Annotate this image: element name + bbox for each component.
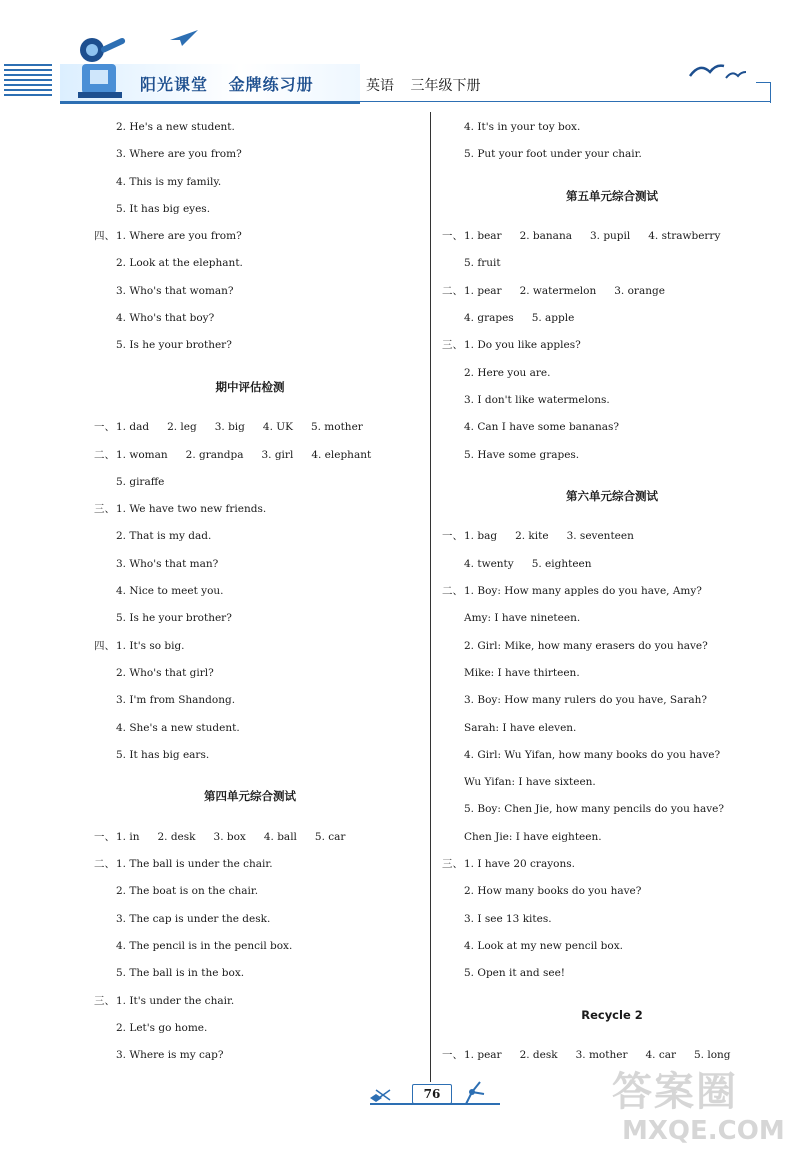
answer-item: 2. desk <box>157 830 196 843</box>
answer-line <box>94 169 424 196</box>
question-marker: 一、 <box>442 530 463 543</box>
answer-text: 4. Girl: Wu Yifan, how many books do you have? <box>464 748 721 761</box>
answer-line <box>442 114 782 141</box>
answer-text: 1. The ball is under the chair. <box>116 858 273 871</box>
answer-item: 3. seventeen <box>566 530 634 543</box>
answer-item: 3. orange <box>614 284 665 297</box>
answer-text: 5. Is he your brother? <box>116 339 232 352</box>
answer-item: 3. pupil <box>589 230 631 243</box>
answer-item: 2. grandpa <box>185 448 244 461</box>
question-marker: 一、 <box>94 830 115 843</box>
section-heading: 第六单元综合测试 <box>566 488 658 503</box>
answer-line <box>94 960 424 987</box>
answer-line <box>94 551 424 578</box>
answer-line <box>442 851 782 878</box>
question-marker: 三、 <box>442 339 463 352</box>
question-marker: 二、 <box>442 284 463 297</box>
answer-text: 3. Where is my cap? <box>116 1049 224 1062</box>
answer-text: 5. Put your foot under your chair. <box>464 148 642 161</box>
answer-line <box>94 878 424 905</box>
answer-line <box>94 660 424 687</box>
question-marker: 三、 <box>94 503 115 516</box>
section-heading: Recycle 2 <box>581 1007 643 1022</box>
answer-text: 2. Here you are. <box>464 366 551 379</box>
answer-text: 2. Let's go home. <box>116 1021 208 1034</box>
answer-item: 4. strawberry <box>648 230 721 243</box>
answer-line <box>94 469 424 496</box>
answer-text: 3. I'm from Shandong. <box>116 694 236 707</box>
question-marker: 三、 <box>94 994 115 1007</box>
answer-line <box>442 742 782 769</box>
answer-text: 3. Where are you from? <box>116 148 242 161</box>
answer-line <box>94 1042 424 1069</box>
answer-line <box>442 442 782 469</box>
question-marker: 一、 <box>94 421 115 434</box>
answer-line <box>442 906 782 933</box>
series-title: 阳光课堂 金牌练习册 <box>140 75 314 94</box>
answer-text: 1. It's so big. <box>116 639 185 652</box>
answer-line <box>442 578 782 605</box>
answer-line <box>442 605 782 632</box>
answer-line <box>442 414 782 441</box>
answer-line <box>94 1015 424 1042</box>
answer-text: 4. Can I have some bananas? <box>464 421 620 434</box>
column-divider <box>430 112 431 1082</box>
answer-text: 5. fruit <box>464 257 501 270</box>
answer-text: Mike: I have thirteen. <box>464 666 580 679</box>
answer-item: 2. banana <box>519 230 572 243</box>
left-column <box>94 114 424 1069</box>
right-column <box>442 114 782 1069</box>
answer-item: 5. car <box>314 830 346 843</box>
answer-line <box>94 114 424 141</box>
answer-item: 2. watermelon <box>519 284 597 297</box>
section-heading: 第四单元综合测试 <box>204 789 296 804</box>
answer-text: 2. That is my dad. <box>116 530 212 543</box>
question-marker: 三、 <box>442 858 463 871</box>
answer-line <box>442 1042 782 1069</box>
answer-text: 2. Look at the elephant. <box>116 257 243 270</box>
answer-line <box>442 360 782 387</box>
answer-text: 5. It has big eyes. <box>116 202 211 215</box>
answer-text: 4. The pencil is in the pencil box. <box>116 939 293 952</box>
answer-text: 5. The ball is in the box. <box>116 967 245 980</box>
answer-line <box>94 223 424 250</box>
answer-text: Wu Yifan: I have sixteen. <box>464 776 596 789</box>
answer-line <box>442 769 782 796</box>
answer-text: 2. He's a new student. <box>116 121 235 133</box>
answer-text: Sarah: I have eleven. <box>464 721 577 734</box>
answer-line <box>442 660 782 687</box>
answer-text: 2. Girl: Mike, how many erasers do you have? <box>464 639 708 652</box>
answer-line <box>94 715 424 742</box>
answer-item: 5. eighteen <box>531 557 592 570</box>
answer-item: 1. woman <box>116 448 168 461</box>
answer-line <box>442 387 782 414</box>
answer-line <box>94 332 424 359</box>
birds-icon <box>688 58 748 84</box>
answer-text: 1. We have two new friends. <box>116 503 267 516</box>
answer-line <box>442 223 782 250</box>
answer-line <box>94 988 424 1015</box>
answer-text: 4. Nice to meet you. <box>116 585 224 598</box>
answer-line <box>442 878 782 905</box>
answer-item: 4. grapes <box>464 312 514 325</box>
answer-line <box>442 933 782 960</box>
answer-line <box>442 278 782 305</box>
answer-text: 1. I have 20 crayons. <box>464 858 575 871</box>
answer-line <box>94 687 424 714</box>
answer-text: Amy: I have nineteen. <box>464 612 581 625</box>
answer-line <box>94 442 424 469</box>
answer-line <box>94 633 424 660</box>
answer-text: 1. It's under the chair. <box>116 994 235 1007</box>
answer-item: 1. dad <box>116 421 150 434</box>
answer-item: 1. pear <box>464 1049 502 1062</box>
answer-item: 1. bear <box>464 230 502 243</box>
answer-item: 3. big <box>214 421 245 434</box>
answer-text: 3. Who's that man? <box>116 557 219 570</box>
answer-item: 1. bag <box>464 530 498 543</box>
answer-line <box>442 250 782 277</box>
answer-line <box>94 196 424 223</box>
watermark <box>612 1068 792 1158</box>
answer-text: 5. Have some grapes. <box>464 448 580 461</box>
answer-item: 3. box <box>213 830 246 843</box>
answer-item: 5. mother <box>310 421 363 434</box>
question-marker: 一、 <box>442 1049 463 1062</box>
answer-line <box>442 305 782 332</box>
question-marker: 一、 <box>442 230 463 243</box>
question-marker: 二、 <box>94 448 115 461</box>
answer-text: 1. Where are you from? <box>116 230 242 243</box>
answer-text: 3. Boy: How many rulers do you have, Sarah? <box>464 694 708 707</box>
answer-line <box>94 305 424 332</box>
page-number: 76 <box>412 1084 452 1104</box>
answer-item: 4. twenty <box>464 557 514 570</box>
header-stripes <box>4 64 52 99</box>
question-marker: 二、 <box>94 858 115 871</box>
header-corner <box>756 82 771 103</box>
question-marker: 二、 <box>442 585 463 598</box>
mascot-icon <box>70 30 140 102</box>
answer-item: 4. elephant <box>311 448 372 461</box>
answer-text: 4. Who's that boy? <box>116 312 215 325</box>
answer-line <box>442 633 782 660</box>
answer-line <box>442 715 782 742</box>
watermark-line2: MXQE.COM <box>622 1116 785 1146</box>
watermark-line1: 答案圈 <box>612 1069 738 1115</box>
answer-line <box>94 141 424 168</box>
answer-line <box>94 906 424 933</box>
answer-text: 5. giraffe <box>116 475 165 488</box>
answer-line <box>442 960 782 987</box>
answer-line <box>94 933 424 960</box>
answer-line <box>94 578 424 605</box>
section-heading: 期中评估检测 <box>215 379 285 394</box>
answer-item: 3. mother <box>575 1049 628 1062</box>
answer-line <box>442 796 782 823</box>
answer-line <box>94 523 424 550</box>
answer-text: 2. Who's that girl? <box>116 666 214 679</box>
header-rule <box>60 101 770 102</box>
answer-line <box>442 523 782 550</box>
answer-line <box>442 141 782 168</box>
answer-text: 4. This is my family. <box>116 175 222 188</box>
answer-item: 2. kite <box>515 530 549 543</box>
answer-item: 4. ball <box>263 830 297 843</box>
answer-item: 4. car <box>645 1049 676 1062</box>
answer-line <box>442 332 782 359</box>
answer-item: 5. long <box>694 1049 731 1062</box>
answer-text: 5. Boy: Chen Jie, how many pencils do you have? <box>464 803 724 816</box>
answer-text: 4. Look at my new pencil box. <box>464 939 623 952</box>
answer-text: 3. Who's that woman? <box>116 284 234 297</box>
answer-item: 2. desk <box>519 1049 558 1062</box>
subject-label: 英语 三年级下册 <box>366 78 481 94</box>
answer-text: 1. Do you like apples? <box>464 339 581 352</box>
answer-text: 5. Is he your brother? <box>116 612 232 625</box>
answer-line <box>94 250 424 277</box>
answer-line <box>94 742 424 769</box>
answer-text: 3. I don't like watermelons. <box>464 393 610 406</box>
answer-item: 4. UK <box>262 421 293 434</box>
answer-line <box>94 851 424 878</box>
answer-text: 2. The boat is on the chair. <box>116 885 259 898</box>
answer-item: 5. apple <box>531 312 575 325</box>
answer-item: 1. pear <box>464 284 502 297</box>
paper-plane-icon <box>170 30 198 46</box>
answer-line <box>94 605 424 632</box>
answer-item: 1. in <box>116 830 140 843</box>
answer-text: 3. The cap is under the desk. <box>116 912 271 925</box>
question-marker: 四、 <box>94 230 115 243</box>
answer-item: 2. leg <box>167 421 197 434</box>
answer-line <box>94 278 424 305</box>
question-marker: 四、 <box>94 639 115 652</box>
answer-text: 5. It has big ears. <box>116 748 210 761</box>
answer-line <box>442 687 782 714</box>
answer-text: 1. Boy: How many apples do you have, Amy? <box>464 585 702 598</box>
answer-text: 4. She's a new student. <box>116 721 240 734</box>
answer-text: 4. It's in your toy box. <box>464 121 581 133</box>
answer-text: 2. How many books do you have? <box>464 885 642 898</box>
page-header <box>0 0 800 115</box>
answer-text: 5. Open it and see! <box>464 967 566 980</box>
answer-line <box>94 496 424 523</box>
answer-text: Chen Jie: I have eighteen. <box>464 830 602 843</box>
answer-line <box>442 551 782 578</box>
answer-line <box>94 824 424 851</box>
answer-line <box>442 824 782 851</box>
answer-line <box>94 414 424 441</box>
section-heading: 第五单元综合测试 <box>566 188 658 203</box>
answer-text: 3. I see 13 kites. <box>464 912 552 925</box>
answer-item: 3. girl <box>261 448 294 461</box>
